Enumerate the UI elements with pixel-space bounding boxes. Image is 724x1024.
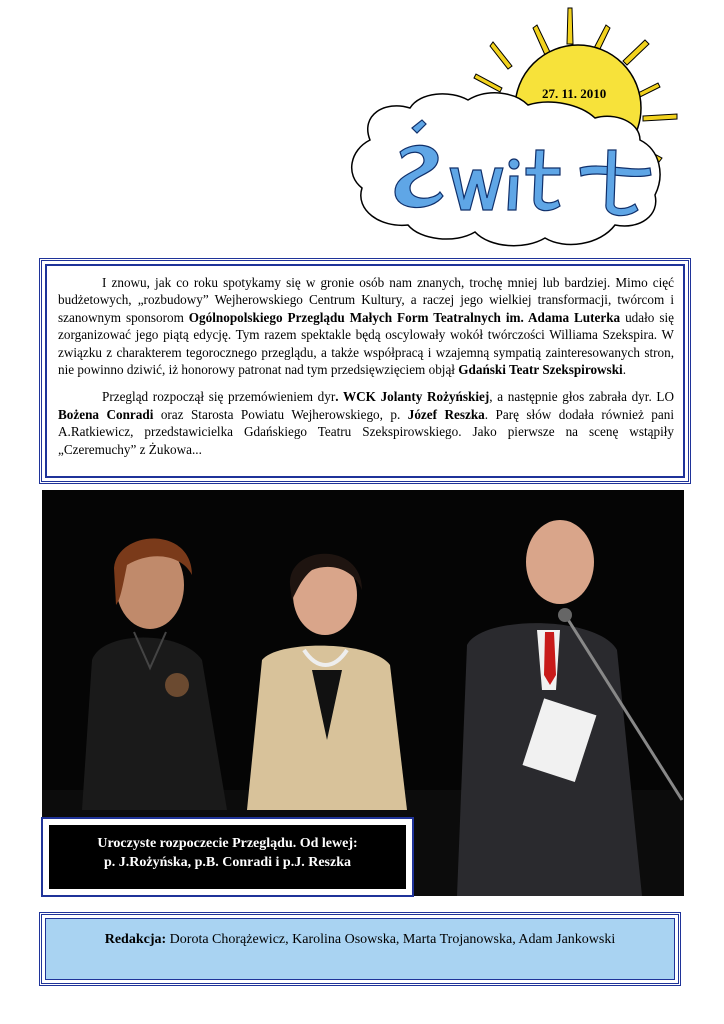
credits-label: Redakcja: [104, 932, 167, 947]
credits [45, 918, 675, 980]
intro-frame [39, 258, 691, 484]
text-run: Przegląd rozpoczął się przemówieniem dyr [102, 389, 336, 405]
credits-names: Dorota Chorążewicz, Karolina Osowska, Marta Trojanowska, Adam Jankowski [166, 932, 616, 947]
person-name: . WCK Jolanty Rożyńskiej [335, 389, 490, 405]
person-name: Józef Reszka [407, 406, 485, 422]
photo-caption [49, 825, 406, 889]
patron-name: Gdański Teatr Szekspirowski [458, 362, 623, 378]
intro-paragraph-2 [58, 388, 674, 458]
text-run: I znowu, jak co roku spotykamy się w gronie osób nam znanych, trochę mniej lub bardziej. Mimo cięć budżetowych, „rozbudowy” Wejherowskiego Centrum Kultury, a raczej jego wielkiej transformacji, twórcom i szanownym sponsorom [58, 275, 674, 325]
intro-text [45, 264, 685, 478]
text-run: . Parę słów dodała również pani A.Ratkiewicz, przedstawicielka Gdańskiego Teatru Szekspirowskiego. Jako pierwsze na scenę wstąpiły „Czeremuchy” z Żukowa... [58, 406, 674, 457]
person-name: Bożena Conradi [58, 406, 154, 422]
text-run: udało się zorganizować jego piątą edycję. Tym razem spektakle będą oscylowały wokół twórczości Williama Szekspira. W związku z charakterem tegorocznego przeglądu, a także współpracą i wzajemną sympatią zainteresowanych stron, nie powinno dziwić, iż honorowy patronat nad tym przedsięwzięciem objął [58, 309, 674, 378]
caption-line-1: Uroczyste rozpoczecie Przeglądu. Od lewej: [97, 836, 358, 851]
sun-cloud-logo [340, 0, 724, 260]
text-run: , a następnie głos zabrała dyr. LO [489, 389, 674, 405]
event-name: Ogólnopolskiego Przeglądu Małych Form Teatralnych im. Adama Luterka [188, 309, 621, 325]
intro-paragraph-1 [58, 274, 674, 378]
credits-frame [39, 912, 681, 986]
issue-date: 27. 11. 2010 [542, 86, 607, 101]
text-run: . [622, 362, 626, 378]
caption-line-2: p. J.Rożyńska, p.B. Conradi i p.J. Reszka [104, 855, 351, 870]
photo-caption-frame [41, 817, 414, 897]
masthead [340, 0, 724, 260]
text-run: oraz Starosta Powiatu Wejherowskiego, p. [153, 406, 408, 422]
